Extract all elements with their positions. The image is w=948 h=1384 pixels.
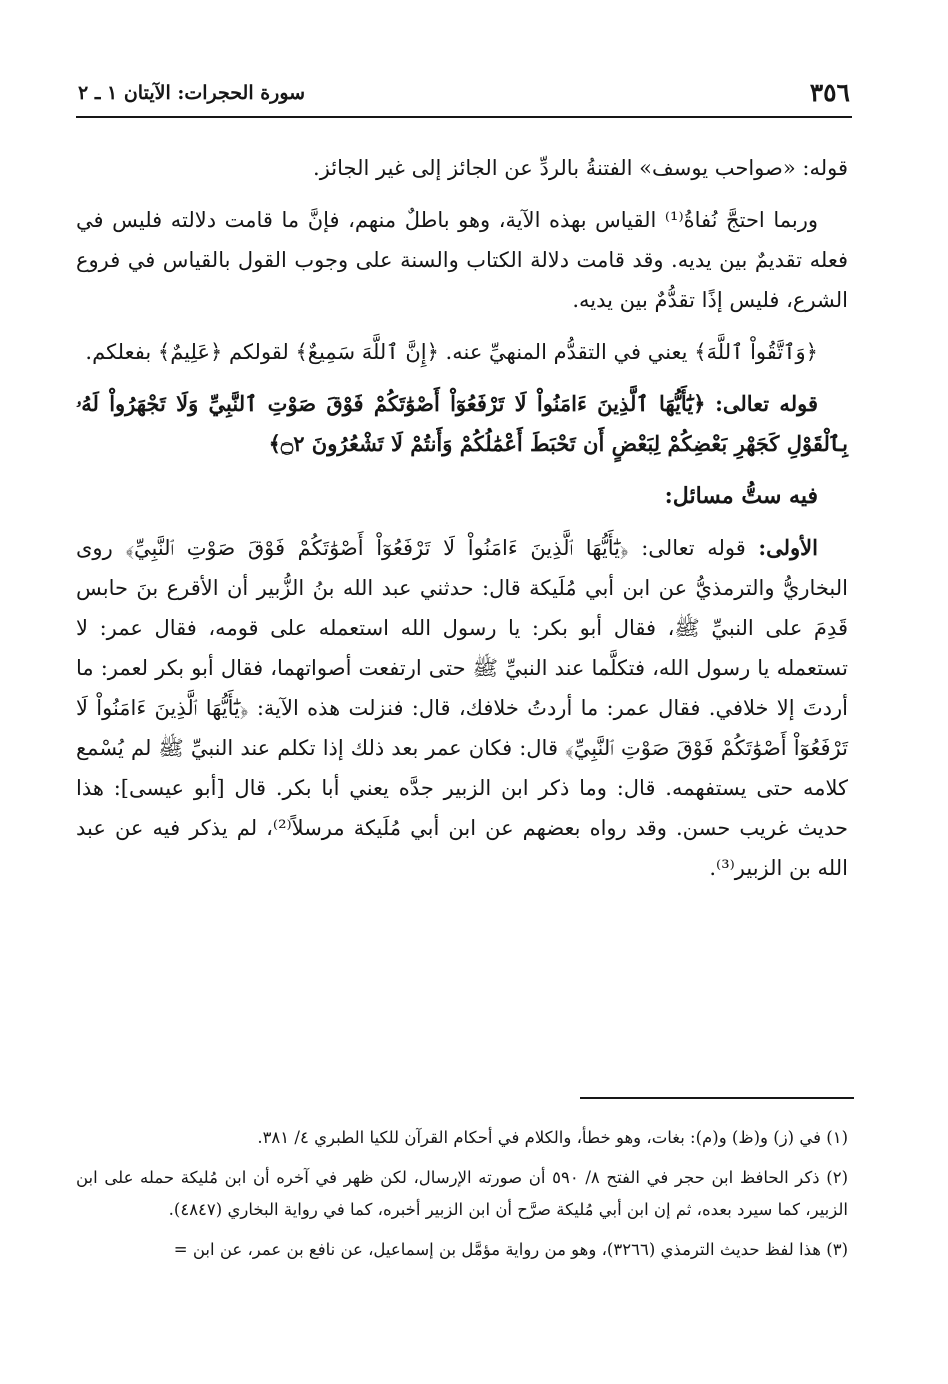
running-title: سورة الحجرات: الآيتان ١ ـ ٢	[78, 82, 306, 104]
footnote-1: (١) في (ز) و(ظ) و(م): بغات، وهو خطأ، والكلام في أحكام القرآن للكيا الطبري ٤/ ٣٨١.	[257, 1128, 848, 1147]
issues-heading: فيه ستُّ مسائل:	[664, 483, 818, 509]
paragraph-1: قوله: «صواحب يوسف» الفتنةُ بالردِّ عن الجائز إلى غير الجائز.	[313, 156, 848, 180]
verse-text: ﴿يَٰٓأَيُّهَا ٱلَّذِينَ ءَامَنُواْ لَا تَرْفَعُوٓاْ أَصْوَٰتَكُمْ فَوْقَ صَوْتِ ٱلنَّبِيِّ وَلَا تَجْهَرُواْ لَهُۥ بِٱلْقَوْلِ كَجَهْرِ بَعْضِكُمْ لِبَعْضٍ أَن تَحْبَطَ أَعْمَٰلُكُمْ وَأَنتُمْ لَا تَشْعُرُونَ ۝٢﴾	[76, 391, 848, 456]
footnote-3: (٣) هذا لفظ حديث الترمذي (٣٢٦٦)، وهو من رواية مؤمَّل بن إسماعيل، عن نافع بن عمر، عن ابن =	[173, 1240, 848, 1259]
main-text	[76, 148, 848, 900]
first-issue-lead: الأولى:	[758, 535, 818, 560]
paragraph-3: ﴿وَٱتَّقُواْ ٱللَّهَ﴾ يعني في التقدُّم المنهيِّ عنه. ﴿إِنَّ ٱللَّهَ سَمِيعٌ﴾ لقولكم ﴿عَلِيمٌ﴾ بفعلكم.	[85, 340, 818, 364]
paragraph-2: وربما احتجَّ نُفاةُ⁽¹⁾ القياس بهذه الآية، وهو باطلٌ منهم، فإنَّ ما قامت دلالته فليس في فعله تقديمٌ بين يديه. وقد قامت دلالة الكتاب والسنة على وجوب القول بالقياس في فروع الشرع، فليس إذًا تقدُّمٌ بين يديه.	[76, 208, 848, 312]
footnotes	[76, 1122, 848, 1274]
first-issue-text: قوله تعالى: ﴿يَٰٓأَيُّهَا ٱلَّذِينَ ءَامَنُواْ لَا تَرْفَعُوٓاْ أَصْوَٰتَكُمْ فَوْقَ صَوْتِ ٱلنَّبِيِّ﴾ روى البخاريُّ والترمذيُّ عن ابن أبي مُلَيكة قال: حدثني عبد الله بنُ الزُّبير أن الأقرع بنَ حابس قَدِمَ على النبيِّ ﷺ، فقال أبو بكر: يا رسول الله استعمله على قومه، فقال عمر: لا تستعمله يا رسول الله، فتكلَّما عند النبيِّ ﷺ حتى ارتفعت أصواتهما، فقال أبو بكر لعمر: ما أردتَ إلا خلافي. فقال عمر: ما أردتُ خلافك، قال: فنزلت هذه الآية: ﴿يَٰٓأَيُّهَا ٱلَّذِينَ ءَامَنُواْ لَا تَرْفَعُوٓاْ أَصْوَٰتَكُمْ فَوْقَ صَوْتِ ٱلنَّبِيِّ﴾ قال: فكان عمر بعد ذلك إذا تكلم عند النبيِّ ﷺ لم يُسْمع كلامه حتى يستفهمه. قال: وما ذكر ابن الزبير جدَّه يعني أبا بكر. قال [أبو عيسى]: هذا حديث غريب حسن. وقد رواه بعضهم عن ابن أبي مُلَيكة مرسلاً⁽²⁾، لم يذكر فيه عن عبد الله بن الزبير⁽³⁾.	[76, 536, 848, 880]
first-issue	[76, 528, 848, 888]
footnote-rule	[580, 1097, 854, 1099]
page-number: ٣٥٦	[809, 78, 850, 107]
header-rule	[76, 116, 852, 118]
verse-lead: قوله تعالى:	[715, 391, 818, 416]
footnote-2: (٢) ذكر الحافظ ابن حجر في الفتح ٨/ ٥٩٠ أن صورته الإرسال، لكن ظهر في آخره أن ابن مُليكة حمله على ابن الزبير، كما سيرد بعده، ثم إن ابن أبي مُليكة صرَّح أن ابن الزبير أخبره، كما في رواية البخاري (٤٨٤٧).	[76, 1168, 848, 1219]
verse-paragraph	[76, 384, 848, 464]
page-header	[78, 78, 850, 110]
